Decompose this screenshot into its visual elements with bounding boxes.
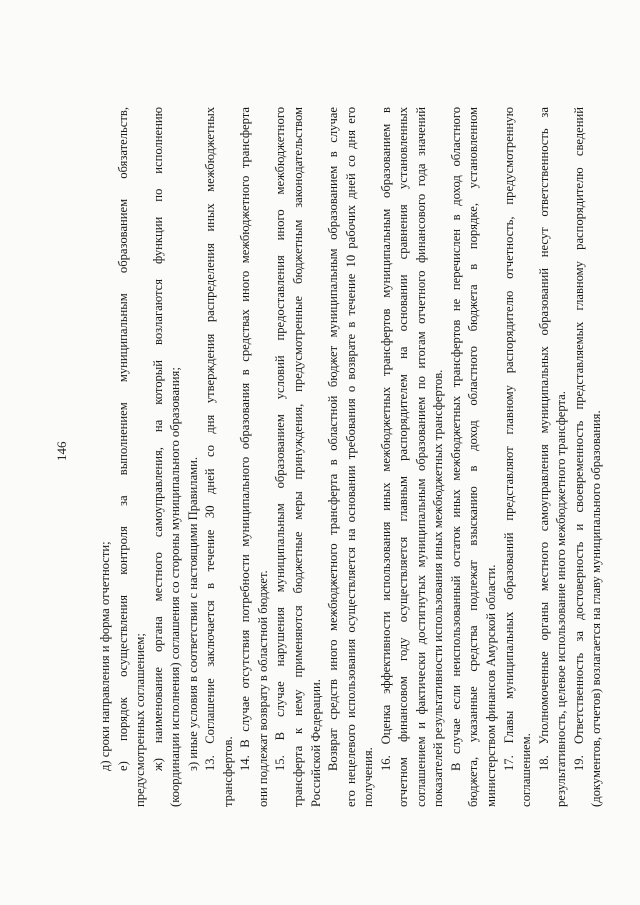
text-line: ж) наименование органа местного самоуправления, на который возлагаются функции по исполнению bbox=[150, 107, 165, 771]
text-line: соглашением и фактически достигнутых муниципальным образованием по итогам отчетного финансового года значений bbox=[413, 107, 428, 807]
text-line: результативность, целевое использование иного межбюджетного трансферта. bbox=[554, 391, 569, 807]
text-line: Возврат средств иного межбюджетного трансферта в областной бюджет муниципальным образованием в случае bbox=[326, 107, 341, 771]
text-line: Российской Федерации. bbox=[308, 679, 323, 807]
text-line: 15. В случае нарушения муниципальным образованием условий предоставления иного межбюджетного bbox=[273, 107, 288, 771]
text-line: бюджета, указанные средства подлежат взысканию в доход областного бюджета в порядке, установленном bbox=[466, 107, 481, 807]
text-line: (координации исполнения) соглашения со стороны муниципального образования; bbox=[168, 367, 183, 807]
text-line: они подлежат возврату в областной бюджет. bbox=[255, 570, 270, 807]
text-line: соглашением. bbox=[519, 733, 534, 807]
text-line: 13. Соглашение заключается в течение 30 дней со дня утверждения распределения иных межбюджетных bbox=[203, 107, 218, 771]
text-line: отчетном финансовом году осуществляется главным распорядителем на основании сравнения установленных bbox=[396, 107, 411, 807]
page-number: 146 bbox=[54, 441, 69, 461]
text-line: министерством финансов Амурской области. bbox=[484, 564, 499, 807]
text-line: 18. Уполномоченные органы местного самоуправления муниципальных образований несут ответственность за bbox=[536, 107, 551, 771]
text-line: (документов, отчетов) возлагается на главу муниципального образования. bbox=[589, 410, 604, 807]
text-line: предусмотренных соглашением; bbox=[133, 633, 148, 807]
text-line: з) иные условия в соответствии с настоящими Правилами. bbox=[185, 456, 200, 771]
text-line: 16. Оценка эффективности использования иных межбюджетных трансфертов муниципальным образованием в bbox=[378, 107, 393, 771]
text-line: показателей результативности использования иных межбюджетных трансфертов. bbox=[431, 369, 446, 807]
text-line: трансфертов. bbox=[220, 736, 235, 807]
text-line: д) сроки направления и форма отчетности; bbox=[98, 541, 112, 771]
text-line: 14. В случае отсутствия потребности муниципального образования в средствах иного межбюджетного трансферта bbox=[238, 107, 253, 771]
text-line: В случае если неиспользованный остаток иных межбюджетных трансфертов не перечислен в доход областного bbox=[448, 107, 463, 771]
text-line: его нецелевого использования осуществляется на основании требования о возврате в течение 10 рабочих дней со дня его bbox=[343, 107, 358, 807]
document-body bbox=[97, 107, 606, 807]
text-line: 17. Главы муниципальных образований представляют главному распорядителю отчетность, предусмотренную bbox=[501, 107, 516, 771]
text-line: е) порядок осуществления контроля за выполнением муниципальным образованием обязательств, bbox=[115, 107, 130, 771]
text-line: получения. bbox=[361, 747, 376, 807]
text-line: 19. Ответственность за достоверность и своевременность представляемых главному распорядителю сведений bbox=[571, 107, 586, 771]
text-line: трансферта к нему применяются бюджетные меры принуждения, предусмотренные бюджетным законодательством bbox=[291, 107, 306, 807]
